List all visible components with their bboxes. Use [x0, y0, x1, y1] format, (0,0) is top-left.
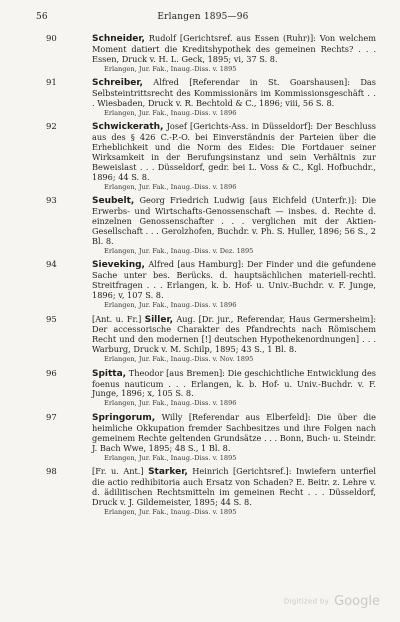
bibliography-entry: [36, 413, 376, 462]
bibliography-entry: [36, 78, 376, 117]
entry-body: [92, 78, 376, 109]
entry-imprint: Erlangen, Jur. Fak., Inaug.-Diss. v. 1896: [104, 182, 237, 191]
entry-body: [92, 369, 376, 400]
entry-author: Seubelt,: [92, 196, 135, 207]
entry-imprint: Erlangen, Jur. Fak., Inaug.-Diss. v. 1895: [104, 507, 237, 516]
entry-imprint: Erlangen, Jur. Fak., Inaug.-Diss. v. 1896: [104, 108, 237, 117]
entry-body: [92, 122, 376, 182]
bibliography-entry: [36, 369, 376, 408]
entry-imprint: Erlangen, Jur. Fak., Inaug.-Diss. v. Dez. 1895: [104, 246, 254, 255]
google-logo: Google: [334, 594, 380, 609]
entry-imprint: Erlangen, Jur. Fak., Inaug.-Diss. v. 1895: [104, 453, 237, 462]
page-number: 56: [36, 12, 48, 22]
page-header: [36, 12, 370, 26]
entry-imprint: Erlangen, Jur. Fak., Inaug.-Diss. v. 1895: [104, 64, 237, 73]
entry-number: 97: [46, 412, 57, 423]
entry-imprint: Erlangen, Jur. Fak., Inaug.-Diss. v. 1896: [104, 301, 237, 310]
entry-number: 93: [46, 196, 57, 207]
entry-author: Spitta,: [92, 368, 127, 379]
entry-prefix: [Fr. u. Ant.]: [92, 466, 149, 476]
bibliography-entry: [36, 467, 376, 516]
digitized-by-watermark: [284, 591, 380, 610]
running-title: Erlangen 1895—96: [157, 12, 249, 22]
entry-imprint: Erlangen, Jur. Fak., Inaug.-Diss. v. Nov. 1895: [104, 355, 254, 364]
entry-author: Springorum,: [92, 412, 156, 423]
entry-text: Willy [Referendar aus Elberfeld]: Die über die heimliche Okkupation fremder Sachbesitzes und ihre Folgen nach gemeinem Rechte geltenden Grundsätze . . . Bonn, Buch- u. Steindr. J. Bach Wwe, 1895; 48 S., 1 Bl. 8.: [92, 411, 376, 453]
entry-text: Heinrich [Gerichtsref.]: Inwiefern unterfiel die actio redhibitoria auch Ersatz von Schaden? E. Beitr. z. Lehre v. d. ädilitischen Rechtsmitteln im gemeinen Recht . . . Düsseldorf, Druck v. J. Gildemeister, 1895; 44 S. 8.: [92, 466, 376, 507]
entry-text: Alfred [Referendar in St. Goarshausen]: Das Selbsteintrittsrecht des Kommissionärs im Kommissionsgeschäft . . . Wiesbaden, Druck v. R. Bechtold & C., 1896; viii, 56 S. 8.: [92, 77, 376, 109]
entry-author: Schreiber,: [92, 78, 143, 89]
entry-number: 90: [46, 34, 57, 44]
entry-body: [92, 467, 376, 508]
entry-body: [92, 196, 376, 247]
bibliography-entry: [36, 260, 376, 309]
bibliography-entry: [36, 34, 376, 73]
entry-author: Schwickerath,: [92, 122, 164, 133]
entry-imprint: Erlangen, Jur. Fak., Inaug.-Diss. v. 1896: [104, 399, 237, 408]
entry-body: [92, 315, 376, 356]
entry-author: Siller,: [144, 314, 173, 325]
entry-body: [92, 413, 376, 454]
entry-body: [92, 260, 376, 301]
entry-text: Rudolf [Gerichtsref. aus Essen (Ruhr)]: Von welchem Moment datiert die Kreditshypothek des gemeinen Rechts? . . . Essen, Druck v. H. L. Geck, 1895; vi, 37 S. 8.: [92, 33, 376, 64]
entry-author: Schneider,: [92, 34, 145, 44]
entry-author: Starker,: [148, 467, 188, 477]
entry-text: Theodor [aus Bremen]: Die geschichtliche Entwicklung des foenus nauticum . . . Erlangen, k. b. Hof- u. Univ.-Buchdr. v. F. Junge, 1896; x, 105 S. 8.: [92, 367, 376, 399]
bibliography-entry: [36, 315, 376, 364]
watermark-caption: Digitized by: [283, 597, 330, 606]
entry-text: Josef [Gerichts-Ass. in Düsseldorf]: Der Beschluss aus des § 426 C.-P.-O. bei Einverständnis der Parteien über die Erheblichkeit und die Norm des Eides: Die Fortdauer seiner Wirksamkeit in der Berufungsinstanz und sein Verhältnis zur Beweislast . . . Düsseldorf, gedr. bei L. Voss & C., Kgl. Hofbuchdr., 1896; 44 S. 8.: [92, 121, 376, 182]
entry-number: 94: [46, 260, 57, 271]
bibliography-entry: [36, 122, 376, 191]
entry-number: 92: [46, 122, 57, 133]
entry-body: [92, 34, 376, 65]
entry-text: Alfred [aus Hamburg]: Der Finder und die gefundene Sache unter bes. Berücks. d. hauptsächlichen materiell-rechtl. Streitfragen . . . Erlangen, k. b. Hof- u. Univ.-Buchdr. v. F. Junge, 1896; v, 107 S. 8.: [92, 259, 376, 301]
entry-list: [36, 34, 376, 521]
entry-number: 96: [46, 368, 57, 379]
entry-text: Aug. [Dr. jur., Referendar, Haus Germersheim]: Der accessorische Charakter des Pfandrechts nach Römischem Recht und den modernen [!] deutschen Hypothekenordnungen] . . . Warburg, Druck v. M. Schilp, 1895; 43 S., 1 Bl. 8.: [92, 313, 376, 355]
entry-number: 95: [46, 314, 57, 325]
entry-number: 98: [46, 467, 57, 477]
entry-prefix: [Ant. u. Fr.]: [92, 313, 145, 324]
entry-text: Georg Friedrich Ludwig [aus Eichfeld (Unterfr.)]: Die Erwerbs- und Wirtschafts-Genossenschaft — insbes. d. Rechte d. einzelnen Genossenschafter . . . verglichen mit der Aktien-Gesellschaft . . . Gerolzhofen, Buchdr. v. Ph. S. Huller, 1896; 56 S., 2 Bl. 8.: [92, 195, 376, 246]
entry-number: 91: [46, 78, 57, 89]
entry-author: Sieveking,: [92, 260, 145, 271]
bibliography-entry: [36, 196, 376, 255]
